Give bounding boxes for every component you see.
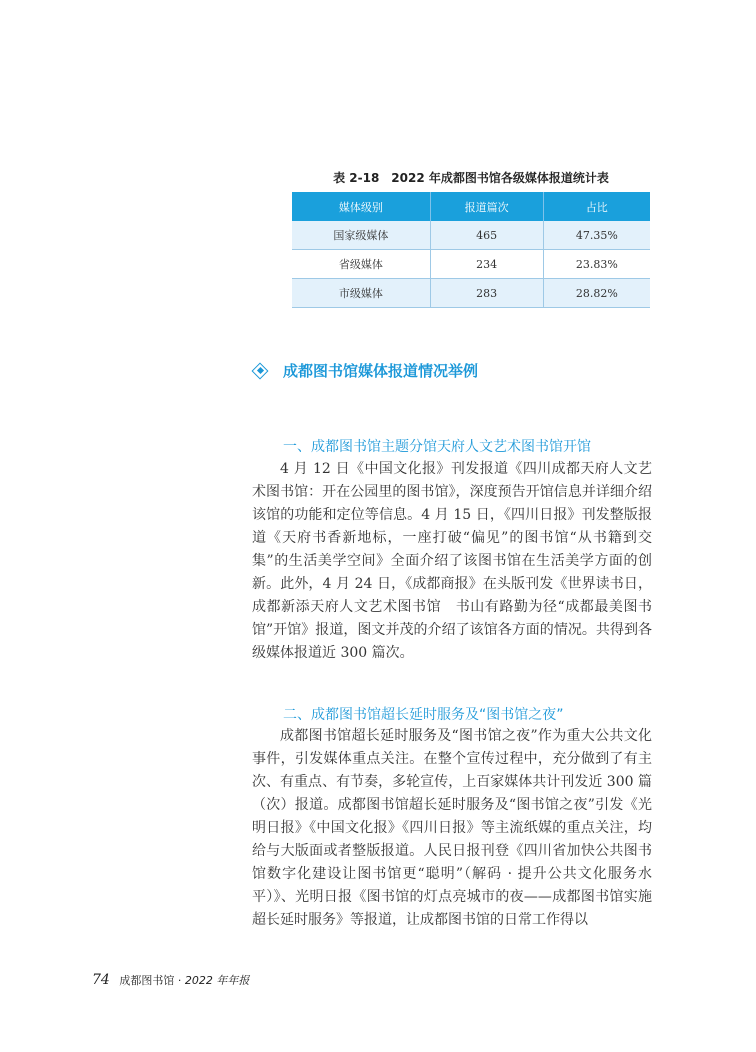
- cell-share: 23.83%: [543, 250, 650, 279]
- diamond-bullet-icon: [253, 364, 267, 378]
- header-media-level: 媒体级别: [292, 192, 430, 221]
- table-row: [292, 250, 650, 279]
- header-share: 占比: [543, 192, 650, 221]
- table-caption: 表 2-18 2022 年成都图书馆各级媒体报道统计表: [333, 171, 609, 185]
- media-report-table: [292, 192, 650, 308]
- section-title: 成都图书馆媒体报道情况举例: [283, 362, 479, 380]
- table-row: [292, 221, 650, 250]
- cell-media-level: 省级媒体: [292, 250, 430, 279]
- cell-media-level: 市级媒体: [292, 279, 430, 308]
- cell-report-count: 283: [430, 279, 543, 308]
- page-footer: [92, 972, 249, 988]
- cell-report-count: 465: [430, 221, 543, 250]
- table-header-row: [292, 192, 650, 221]
- table-row: [292, 279, 650, 308]
- subsection-paragraph-1: 4 月 12 日《中国文化报》刊发报道《四川成都天府人文艺术图书馆：开在公园里的图书馆》，深度预告开馆信息并详细介绍该馆的功能和定位等信息。4 月 15 日，《四川日报》刊发整版报道《天府书香新地标，一座打破“偏见”的图书馆“从书籍到交集”的生活美学空间》全面介绍了该图书馆在生活美学方面的创新。此外，4 月 24 日，《成都商报》在头版刊发《世界读书日，成都新添天府人文艺术图书馆 书山有路勤为径“成都最美图书馆”开馆》报道，图文并茂的介绍了该馆各方面的情况。共得到各级媒体报道近 300 篇次。: [252, 461, 652, 661]
- cell-media-level: 国家级媒体: [292, 221, 430, 250]
- header-report-count: 报道篇次: [430, 192, 543, 221]
- footer-report: 2022 年年报: [184, 974, 250, 987]
- cell-report-count: 234: [430, 250, 543, 279]
- footer-org: 成都图书馆 ·: [119, 974, 185, 987]
- subsection-title-2: 二、成都图书馆超长延时服务及“图书馆之夜”: [283, 707, 564, 723]
- cell-share: 28.82%: [543, 279, 650, 308]
- subsection-paragraph-2: 成都图书馆超长延时服务及“图书馆之夜”作为重大公共文化事件，引发媒体重点关注。在整个宣传过程中，充分做到了有主次、有重点、有节奏，多轮宣传，上百家媒体共计刊发近 300 篇（次）报道。成都图书馆超长延时服务及“图书馆之夜”引发《光明日报》《中国文化报》《四川日报》等主流纸媒的重点关注，均给与大版面或者整版报道。人民日报刊登《四川省加快公共图书馆数字化建设让图书馆更“聪明”（解码 · 提升公共文化服务水平）》、光明日报《图书馆的灯点亮城市的夜——成都图书馆实施超长延时服务》等报道，让成都图书馆的日常工作得以: [252, 728, 652, 928]
- subsection-title-1: 一、成都图书馆主题分馆天府人文艺术图书馆开馆: [283, 439, 591, 455]
- cell-share: 47.35%: [543, 221, 650, 250]
- page-number: 74: [92, 972, 110, 988]
- section-heading: [253, 360, 478, 381]
